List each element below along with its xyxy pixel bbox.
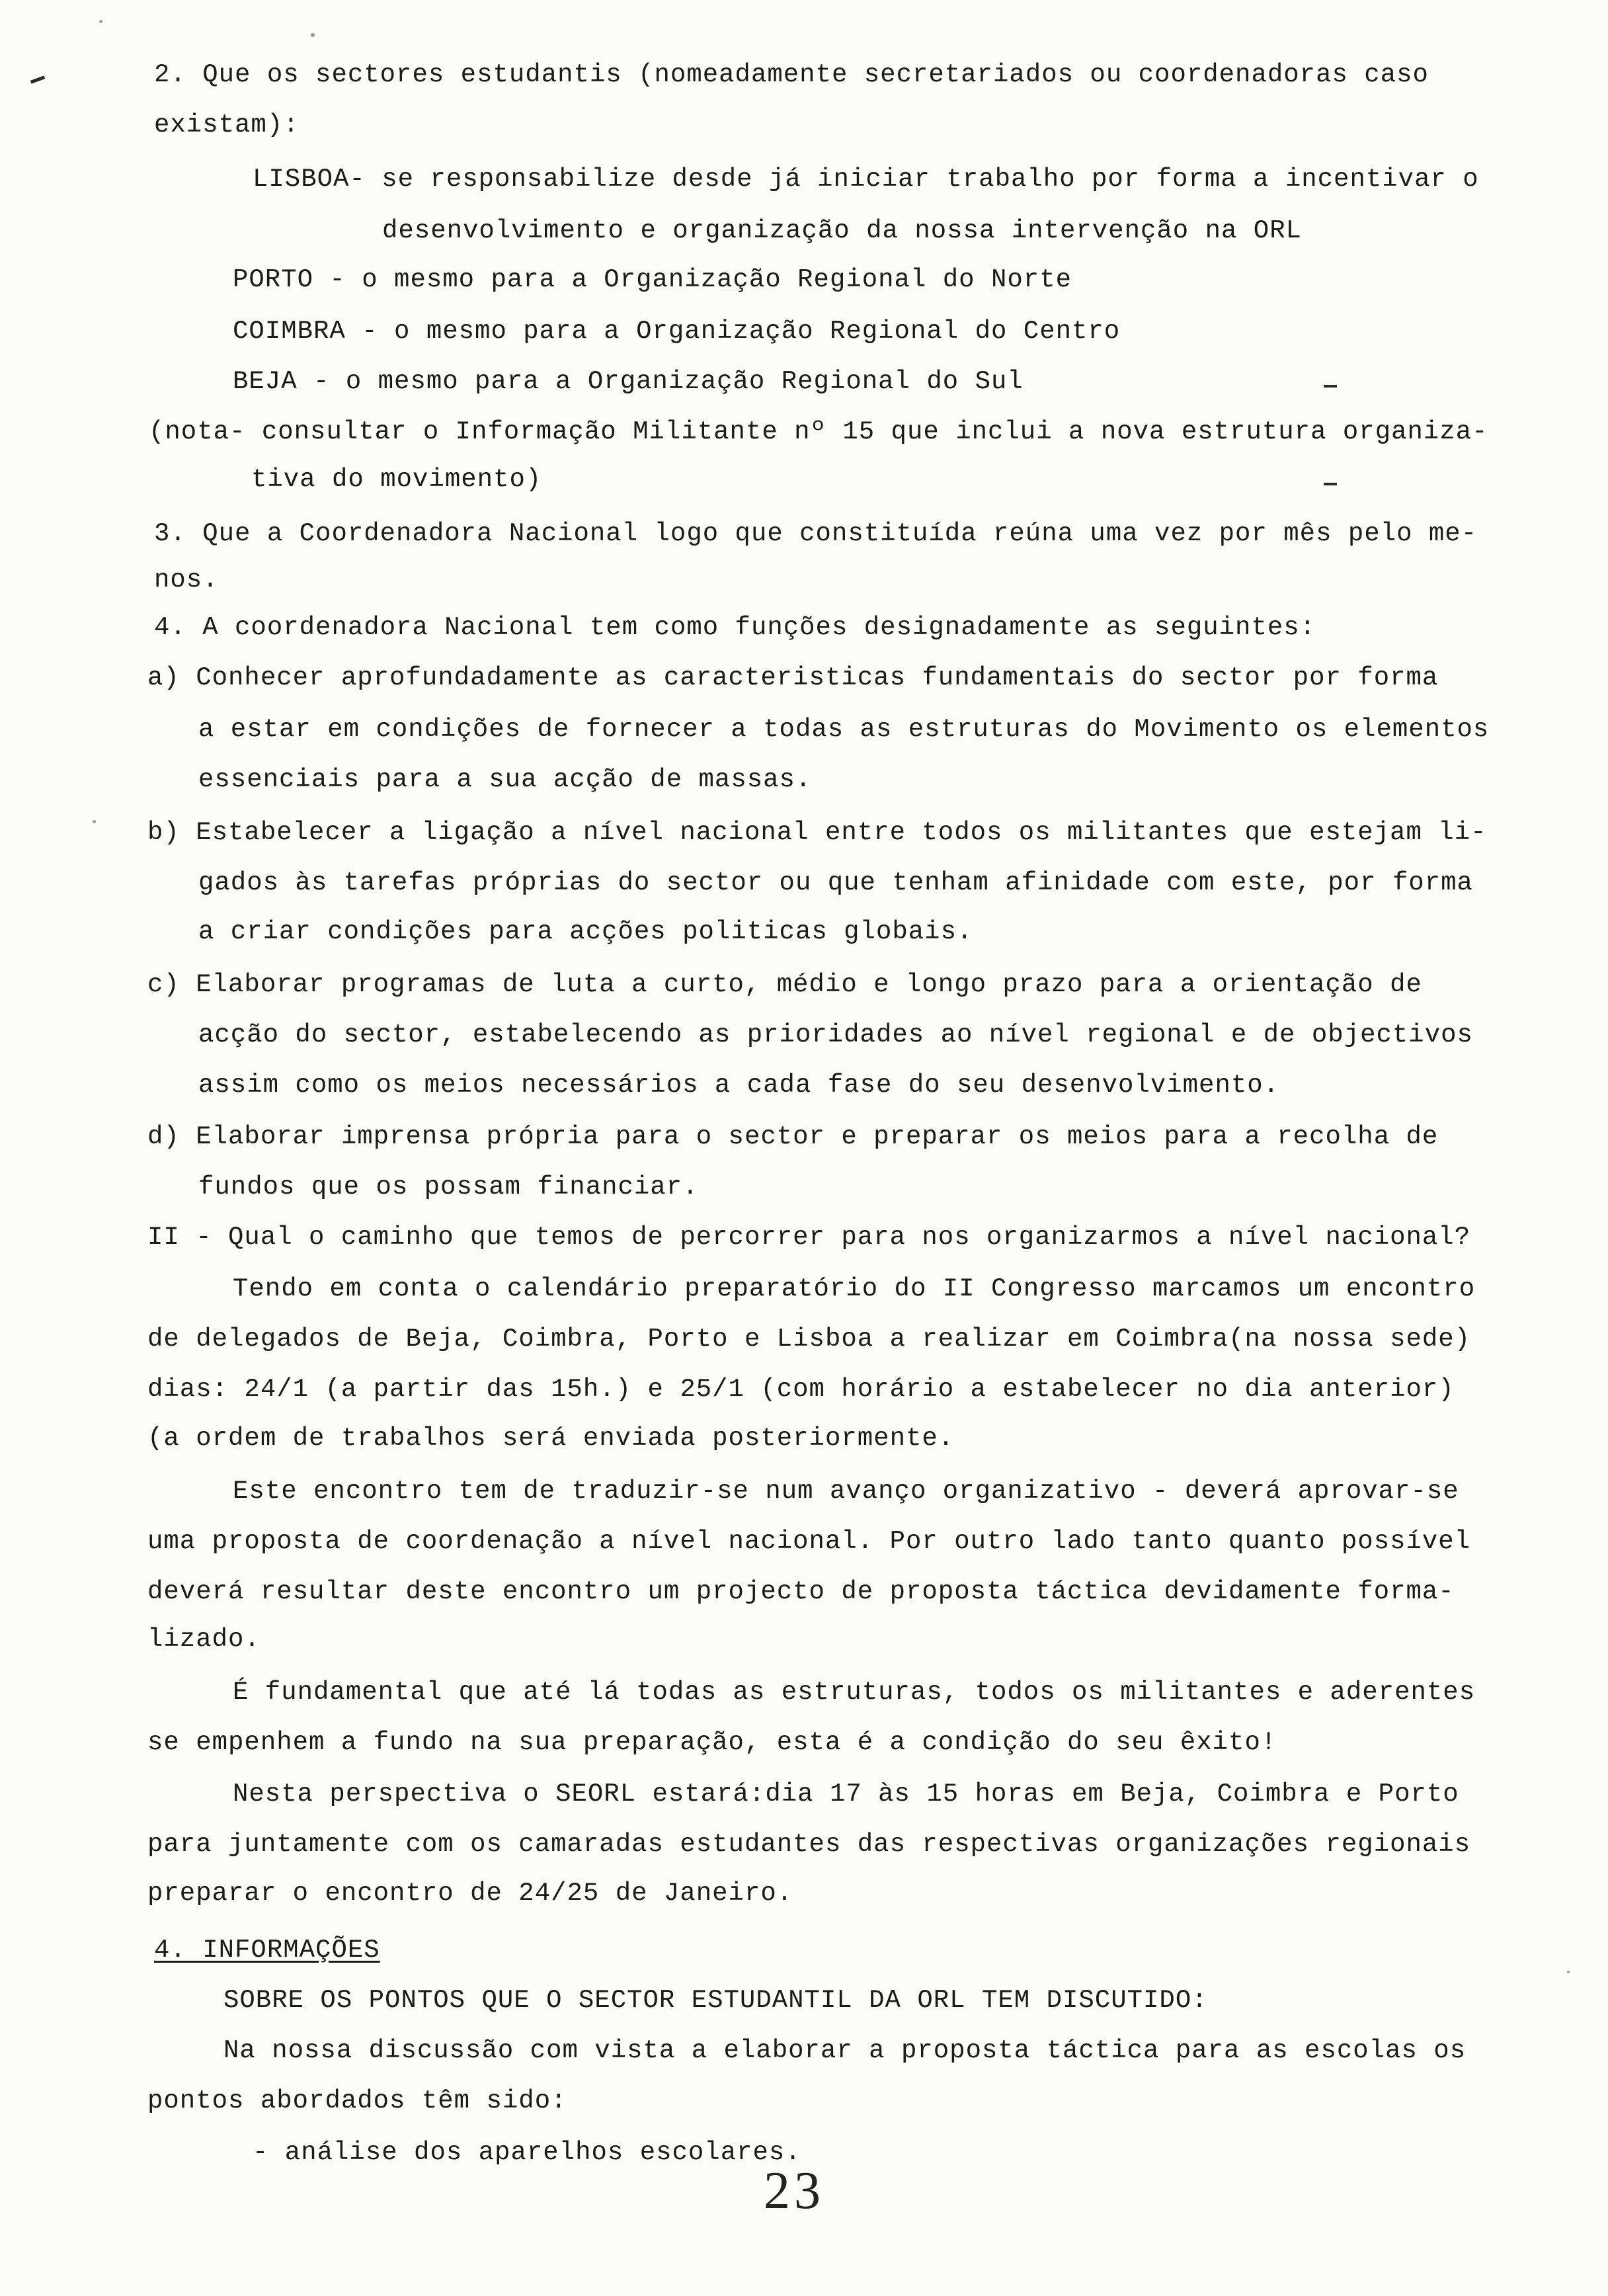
text-line: - análise dos aparelhos escolares. <box>253 2138 801 2167</box>
scan-mark <box>1324 483 1337 485</box>
scan-speck <box>99 20 102 23</box>
text-line: II - Qual o caminho que temos de percorrer para nos organizarmos a nível nacional? <box>147 1223 1471 1252</box>
text-line: a criar condições para acções politicas globais. <box>198 917 973 946</box>
scan-speck <box>1567 1971 1570 1973</box>
text-line: COIMBRA - o mesmo para a Organização Regional do Centro <box>233 317 1121 346</box>
text-line: para juntamente com os camaradas estudantes das respectivas organizações regionais <box>147 1830 1471 1859</box>
text-line: SOBRE OS PONTOS QUE O SECTOR ESTUDANTIL DA ORL TEM DISCUTIDO: <box>223 1986 1208 2015</box>
text-line: assim como os meios necessários a cada fase do seu desenvolvimento. <box>198 1071 1280 1100</box>
text-line: BEJA - o mesmo para a Organização Regional do Sul <box>233 367 1024 396</box>
scan-mark <box>1324 385 1337 388</box>
text-line: a) Conhecer aprofundadamente as caracteristicas fundamentais do sector por forma <box>147 663 1439 692</box>
text-line: nos. <box>154 565 219 594</box>
scan-speck <box>311 33 315 37</box>
text-line: desenvolvimento e organização da nossa intervenção na ORL <box>382 216 1303 245</box>
text-line: d) Elaborar imprensa própria para o sector e preparar os meios para a recolha de <box>147 1122 1439 1151</box>
text-line: acção do sector, estabelecendo as prioridades ao nível regional e de objectivos <box>198 1020 1473 1049</box>
text-line: existam): <box>154 110 300 140</box>
text-line: uma proposta de coordenação a nível nacional. Por outro lado tanto quanto possível <box>147 1527 1471 1556</box>
text-line: tiva do movimento) <box>251 465 542 494</box>
text-line: de delegados de Beja, Coimbra, Porto e Lisboa a realizar em Coimbra(na nossa sede) <box>147 1325 1471 1354</box>
text-line: Nesta perspectiva o SEORL estará:dia 17 às 15 horas em Beja, Coimbra e Porto <box>233 1780 1459 1809</box>
text-line: LISBOA- se responsabilize desde já iniciar trabalho por forma a incentivar o <box>253 165 1479 194</box>
scan-speck <box>93 820 96 823</box>
text-line: pontos abordados têm sido: <box>147 2086 567 2115</box>
text-line: a estar em condições de fornecer a todas as estruturas do Movimento os elementos <box>198 715 1490 744</box>
text-line: (nota- consultar o Informação Militante nº 15 que inclui a nova estrutura organiza- <box>149 417 1488 446</box>
section-heading: 4. INFORMAÇÕES <box>154 1936 380 1965</box>
page-number: 23 <box>764 2162 824 2220</box>
text-line: (a ordem de trabalhos será enviada posteriormente. <box>147 1424 955 1453</box>
text-line: fundos que os possam financiar. <box>198 1172 699 1202</box>
text-line: É fundamental que até lá todas as estruturas, todos os militantes e aderentes <box>233 1678 1476 1707</box>
text-line: deverá resultar deste encontro um projecto de proposta táctica devidamente forma- <box>147 1577 1455 1606</box>
text-line: dias: 24/1 (a partir das 15h.) e 25/1 (com horário a estabelecer no dia anterior) <box>147 1375 1455 1404</box>
text-line: preparar o encontro de 24/25 de Janeiro. <box>147 1879 793 1908</box>
text-line: Este encontro tem de traduzir-se num avanço organizativo - deverá aprovar-se <box>233 1477 1459 1506</box>
text-line: Tendo em conta o calendário preparatório do II Congresso marcamos um encontro <box>233 1274 1476 1303</box>
text-line: gados às tarefas próprias do sector ou que tenham afinidade com este, por forma <box>198 868 1473 897</box>
text-line: 2. Que os sectores estudantis (nomeadamente secretariados ou coordenadoras caso <box>154 60 1429 89</box>
text-line: se empenhem a fundo na sua preparação, esta é a condição do seu êxito! <box>147 1728 1277 1757</box>
scan-mark <box>30 75 45 83</box>
text-line: b) Estabelecer a ligação a nível nacional entre todos os militantes que estejam li- <box>147 818 1487 847</box>
text-line: essenciais para a sua acção de massas. <box>198 765 812 794</box>
text-line: 3. Que a Coordenadora Nacional logo que constituída reúna uma vez por mês pelo me- <box>154 519 1478 548</box>
text-line: PORTO - o mesmo para a Organização Regional do Norte <box>233 265 1072 294</box>
text-line: 4. A coordenadora Nacional tem como funções designadamente as seguintes: <box>154 613 1316 642</box>
text-line: c) Elaborar programas de luta a curto, médio e longo prazo para a orientação de <box>147 970 1422 999</box>
text-line: lizado. <box>147 1625 261 1654</box>
text-line: Na nossa discussão com vista a elaborar a proposta táctica para as escolas os <box>223 2036 1467 2065</box>
